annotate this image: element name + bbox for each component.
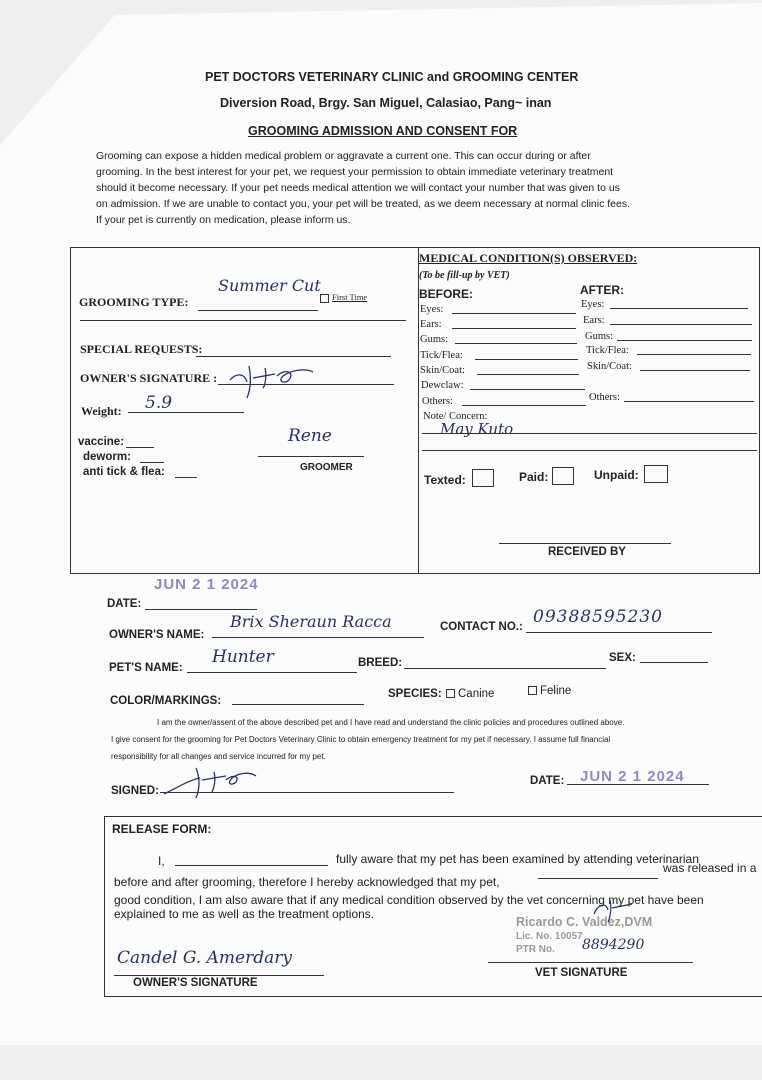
after-skincoat-line[interactable] <box>640 370 750 371</box>
contact-line <box>526 632 712 633</box>
before-skincoat-label: Skin/Coat: <box>420 365 465 376</box>
after-others-label: Others: <box>589 392 620 403</box>
intro-line: Grooming can expose a hidden medical problem or aggravate a current one. This can occur during or after <box>96 150 591 162</box>
note-line-2 <box>422 450 757 451</box>
species-canine-label: Canine <box>458 688 495 700</box>
species-feline-label: Feline <box>540 685 572 697</box>
before-others-line[interactable] <box>462 405 586 406</box>
checkbox-icon[interactable] <box>528 686 537 695</box>
intro-line: should it become necessary. If your pet needs medical attention we will contact your number that was given to us <box>96 182 620 194</box>
checkbox-icon[interactable] <box>446 689 455 698</box>
after-gums-label: Gums: <box>585 331 614 342</box>
grooming-type-value[interactable]: Summer Cut <box>218 276 321 295</box>
pet-name-value[interactable]: Hunter <box>212 647 274 667</box>
unpaid-label: Unpaid: <box>594 468 639 482</box>
after-gums-line[interactable] <box>617 340 752 341</box>
consent-paragraph <box>111 714 624 765</box>
before-dewclaw-label: Dewclaw: <box>421 380 464 391</box>
before-skincoat-line[interactable] <box>477 374 579 375</box>
date-stamp: JUN 2 1 2024 <box>154 576 259 593</box>
groomer-line <box>258 456 364 457</box>
special-requests-line[interactable] <box>196 356 391 357</box>
before-tickflea-label: Tick/Flea: <box>420 350 463 361</box>
intro-line: If your pet is currently on medication, please inform us. <box>96 214 351 226</box>
contact-value[interactable]: 09388595230 <box>533 607 663 627</box>
checkbox-icon[interactable] <box>320 294 329 303</box>
first-time-checkbox[interactable] <box>320 292 367 303</box>
contact-label: CONTACT NO.: <box>440 621 523 633</box>
clinic-name: PET DOCTORS VETERINARY CLINIC and GROOMING CENTER <box>205 70 579 84</box>
before-tickflea-line[interactable] <box>475 359 578 360</box>
release-line4: explained to me as well as the treatment options. <box>114 907 375 921</box>
consent-signature-scribble-icon <box>160 766 260 800</box>
deworm-label: deworm: <box>83 451 131 463</box>
received-by-line[interactable] <box>499 543 671 544</box>
texted-label: Texted: <box>424 473 466 487</box>
note-label: Note/ Concern: <box>423 411 488 422</box>
before-ears-line[interactable] <box>452 328 576 329</box>
sex-label: SEX: <box>609 652 636 664</box>
color-markings-label: COLOR/MARKINGS: <box>110 695 222 707</box>
release-line1-a: I, <box>158 854 165 868</box>
intro-line: on admission. If we are unable to contact you, your pet will be treated, as we deem necessary at normal clinic fees. <box>96 198 631 210</box>
first-time-label: First Time <box>332 292 368 302</box>
date-label: DATE: <box>107 598 142 610</box>
anti-tick-line[interactable] <box>175 477 197 478</box>
before-others-label: Others: <box>422 396 453 407</box>
vaccine-label: vaccine: <box>78 436 125 448</box>
groomer-name[interactable]: Rene <box>288 426 332 446</box>
deworm-line[interactable] <box>140 462 164 463</box>
before-gums-line[interactable] <box>455 343 577 344</box>
anti-tick-label: anti tick & flea: <box>83 466 165 478</box>
note-value[interactable]: May Kuto <box>440 420 514 438</box>
after-eyes-label: Eyes: <box>581 299 605 310</box>
after-tickflea-line[interactable] <box>637 354 751 355</box>
consent-date-label: DATE: <box>530 775 565 787</box>
pet-name-line <box>187 672 357 673</box>
grooming-type-line <box>198 310 318 311</box>
paid-checkbox[interactable] <box>552 467 574 485</box>
texted-checkbox[interactable] <box>472 469 494 487</box>
breed-line[interactable] <box>404 668 606 669</box>
vet-ptr-value[interactable]: 8894290 <box>582 937 645 953</box>
weight-label: Weight: <box>81 404 122 418</box>
consent-line: I give consent for the grooming for Pet Doctors Veterinary Clinic to obtain emergency treatment for my pet if necessary. I assume full financial <box>111 735 611 744</box>
before-eyes-line[interactable] <box>452 313 576 314</box>
breed-label: BREED: <box>358 657 403 669</box>
pet-name-label: PET'S NAME: <box>109 662 183 674</box>
before-ears-label: Ears: <box>420 319 442 330</box>
after-label: AFTER: <box>580 283 624 297</box>
owner-name-label: OWNER'S NAME: <box>109 629 205 641</box>
received-by-label: RECEIVED BY <box>548 546 626 558</box>
grooming-extra-line <box>80 320 406 321</box>
release-pet-line[interactable] <box>538 878 658 879</box>
date-line[interactable] <box>145 609 257 610</box>
owner-signature-label: OWNER'S SIGNATURE : <box>80 371 218 385</box>
consent-line: responsibility for all changes and service incurred for my pet. <box>111 752 326 761</box>
vet-stamp-name: Ricardo C. Valdez,DVM <box>516 915 653 929</box>
before-gums-label: Gums: <box>420 334 449 345</box>
vaccine-line[interactable] <box>126 447 154 448</box>
release-line2-b: was released in a <box>663 861 757 875</box>
owner-release-signature[interactable]: Candel G. Amerdary <box>117 948 292 968</box>
after-ears-label: Ears: <box>583 315 605 326</box>
paid-label: Paid: <box>519 470 549 484</box>
note-line-1 <box>422 433 757 434</box>
vet-stamp-ptr: PTR No. <box>516 944 555 955</box>
vet-stamp-license: Lic. No. 10057 <box>516 931 583 942</box>
owner-release-signature-line <box>114 975 324 976</box>
medical-subtitle: (To be fill-up by VET) <box>419 270 510 281</box>
before-label: BEFORE: <box>419 287 473 301</box>
clinic-address: Diversion Road, Brgy. San Miguel, Calasiao, Pang~ inan <box>220 96 552 110</box>
form-title: GROOMING ADMISSION AND CONSENT FOR <box>248 124 518 138</box>
grooming-type-label: GROOMING TYPE: <box>79 295 189 309</box>
release-line2-a: before and after grooming, therefore I hereby acknowledged that my pet, <box>114 875 500 889</box>
special-requests-label: SPECIAL REQUESTS: <box>80 342 203 356</box>
owner-name-line <box>212 637 424 638</box>
color-markings-line[interactable] <box>232 704 364 705</box>
unpaid-checkbox[interactable] <box>644 465 668 483</box>
owner-signature-scribble-icon <box>225 358 325 402</box>
after-skincoat-label: Skin/Coat: <box>587 361 632 372</box>
after-others-line[interactable] <box>624 401 754 402</box>
before-eyes-label: Eyes: <box>420 304 444 315</box>
sex-line[interactable] <box>640 662 708 663</box>
consent-date-stamp: JUN 2 1 2024 <box>580 768 685 785</box>
groomer-label: GROOMER <box>300 462 353 473</box>
release-title: RELEASE FORM: <box>112 822 212 836</box>
species-canine-option[interactable] <box>446 688 494 700</box>
species-feline-option[interactable] <box>528 685 571 697</box>
after-eyes-line[interactable] <box>610 308 748 309</box>
weight-value[interactable]: 5.9 <box>145 393 173 413</box>
intro-line: grooming. In the best interest for your pet, we request your permission to obtain immediate veterinary treatment <box>96 166 614 178</box>
signed-label: SIGNED: <box>111 785 159 797</box>
release-line3: good condition, I am also aware that if any medical condition observed by the vet concerning my pet have been <box>114 893 704 907</box>
vet-signature-line[interactable] <box>488 962 693 963</box>
release-owner-line[interactable] <box>175 865 328 866</box>
owner-release-signature-label: OWNER'S SIGNATURE <box>133 977 258 989</box>
species-label: SPECIES: <box>388 688 442 700</box>
after-tickflea-label: Tick/Flea: <box>586 345 629 356</box>
release-line1-b: fully aware that my pet has been examined by attending veterinarian <box>336 852 699 866</box>
after-ears-line[interactable] <box>610 324 752 325</box>
vet-signature-scribble-icon <box>588 894 638 924</box>
owner-name-value[interactable]: Brix Sheraun Racca <box>230 612 392 631</box>
medical-title: MEDICAL CONDITION(S) OBSERVED: <box>419 251 638 265</box>
intro-paragraph <box>96 148 630 228</box>
before-dewclaw-line[interactable] <box>470 389 585 390</box>
consent-line: I am the owner/assent of the above described pet and I have read and understand the clinic policies and procedures outlined above. <box>157 718 625 727</box>
vet-signature-label: VET SIGNATURE <box>535 967 628 979</box>
